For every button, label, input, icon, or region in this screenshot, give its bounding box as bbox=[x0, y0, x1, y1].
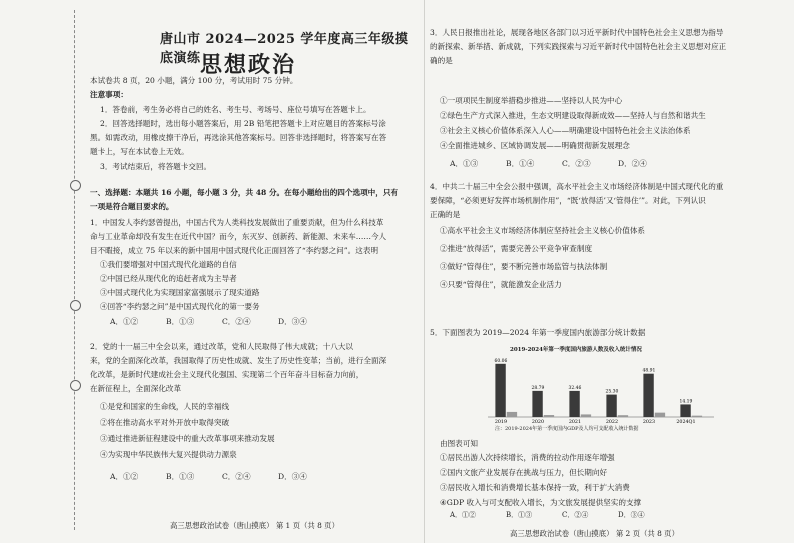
statement: ③做好“管得住”，要不断完善市场监管与执法体制 bbox=[440, 262, 608, 271]
bar bbox=[495, 364, 505, 417]
page-fold bbox=[424, 0, 425, 543]
x-tick-label: 2020 bbox=[531, 420, 545, 425]
binding-margin bbox=[52, 10, 82, 530]
bar bbox=[544, 415, 554, 417]
question-text: 1．中国发人李约瑟曾提出，中国古代为人类科技发展做出了重要贡献，但为什么科技革 bbox=[90, 218, 384, 227]
binding-hole bbox=[70, 380, 81, 391]
bar bbox=[692, 416, 702, 417]
statement: ①一项项民生制度举措稳步推进——坚持以人民为中心 bbox=[440, 96, 623, 105]
statement: ④只要“管得住”，就能激发企业活力 bbox=[440, 280, 562, 289]
choice-b: B．①③ bbox=[166, 472, 195, 481]
statement: ④全面推进城乡、区域协调发展——明确贯彻新发展理念 bbox=[440, 141, 630, 150]
choice-d: D．③④ bbox=[618, 511, 645, 519]
statement: ②绿色生产方式深入推进，生态文明建设取得新成效——坚持人与自然和谐共生 bbox=[440, 111, 706, 120]
data-label: 48.91 bbox=[642, 368, 656, 374]
data-label: 32.46 bbox=[568, 385, 582, 391]
bar bbox=[618, 415, 628, 417]
answer-choices bbox=[450, 510, 674, 520]
cut-line bbox=[74, 10, 75, 530]
question-text: 命与工业革命却没有发生在近代中国？而今，东灭岁、创新药、新能源、未来车……今人 bbox=[90, 232, 387, 241]
exam-title: 唐山市 2024—2025 学年度高三年级摸底演练 bbox=[160, 32, 409, 66]
data-label: 60.06 bbox=[494, 358, 508, 364]
bar bbox=[581, 414, 591, 417]
bar bbox=[569, 391, 579, 417]
question-text: 正确的是 bbox=[430, 210, 461, 219]
statement: ①是党和国家的生命线，人民的幸福线 bbox=[100, 402, 230, 411]
question-text: 5．下面图表为 2019—2024 年第一季度国内旅游部分统计数据 bbox=[430, 328, 646, 337]
x-tick-label: 2022 bbox=[605, 420, 619, 425]
data-label: 25.30 bbox=[605, 389, 619, 395]
bar bbox=[606, 395, 616, 417]
chart-title: 2019-2024年第一季度国内旅游人数及收入统计情况 bbox=[510, 347, 642, 353]
choice-d: D．③④ bbox=[278, 472, 307, 481]
binding-hole bbox=[70, 300, 81, 311]
statement: ③中国式现代化为实现国家富强展示了现实道路 bbox=[100, 288, 260, 297]
note-line: 3．考试结束后，将答题卡交回。 bbox=[100, 162, 212, 171]
choice-b: B．①③ bbox=[506, 511, 533, 519]
page-2 bbox=[430, 0, 780, 543]
x-tick-label: 2024Q1 bbox=[676, 420, 696, 425]
bar bbox=[507, 412, 517, 417]
statement: ①居民出游人次持续增长，消费的拉动作用逐年增强 bbox=[440, 453, 615, 462]
choice-b: B．①③ bbox=[166, 317, 195, 326]
question-text: 化改革，是新时代建成社会主义现代化强国、实现第二个百年奋斗目标奋力向前， bbox=[90, 370, 364, 379]
choice-c: C．②④ bbox=[222, 472, 251, 481]
question-text: 目不暇接，成立 75 年以来的新中国用中国式现代化正面回答了“李约瑟之问”。这表明 bbox=[90, 246, 379, 255]
statement: ②推进“放得活”，需要完善公平竞争审查制度 bbox=[440, 244, 593, 253]
choice-b: B．①④ bbox=[506, 159, 535, 168]
answer-choices bbox=[450, 158, 674, 169]
statement: ①高水平社会主义市场经济体制应坚持社会主义核心价值体系 bbox=[440, 226, 646, 235]
answer-choices bbox=[110, 316, 334, 327]
question-stem: 由图表可知 bbox=[440, 439, 478, 448]
note-line: 1．答卷前，考生务必将自己的姓名、考生号、考场号、座位号填写在答题卡上。 bbox=[100, 105, 371, 114]
statement: ④回答“李约瑟之问”是中国式现代化的第一要务 bbox=[100, 302, 260, 311]
page-footer: 高三思想政治试卷（唐山摸底） 第 2 页（共 8 页） bbox=[510, 529, 679, 538]
question-text: 要保障，“必须更好发挥市场机制作用”，“既‘放得活’又‘管得住’”。对此，下列认识 bbox=[430, 196, 706, 205]
tourism-chart bbox=[470, 345, 720, 435]
note-line: 2．回答选择题时，选出每小题答案后，用 2B 铅笔把答题卡上对应题目的答案标号涂 bbox=[100, 119, 386, 128]
subject-title: 思想政治 bbox=[200, 52, 297, 78]
choice-a: A．①③ bbox=[450, 159, 479, 168]
answer-choices bbox=[110, 471, 334, 482]
bar bbox=[643, 374, 653, 417]
binding-hole bbox=[70, 180, 81, 191]
statement: ③社会主义核心价值体系深入人心——明确建设中国特色社会主义法治体系 bbox=[440, 126, 691, 135]
statement: ④GDP 收入与可支配收入增长，为文旅发展提供坚实的支撑 bbox=[440, 498, 642, 507]
exam-info: 本试卷共 8 页，20 小题，满分 100 分，考试用时 75 分钟。 bbox=[90, 76, 298, 85]
x-tick-label: 2019 bbox=[494, 420, 508, 425]
page-footer: 高三思想政治试卷（唐山摸底） 第 1 页（共 8 页） bbox=[170, 521, 339, 530]
statement: ③通过推进新征程建设中的重大改革事项来推动发展 bbox=[100, 434, 275, 443]
question-text: 3．人民日报推出社论，展现各地区各部门以习近平新时代中国特色社会主义思想为指导 bbox=[430, 28, 724, 37]
statement: ④为实现中华民族伟大复兴提供动力源泉 bbox=[100, 450, 237, 459]
question-text: 2．党的十一届三中全会以来，通过改革，党和人民取得了伟大成就；十八大以 bbox=[90, 342, 354, 351]
choice-a: A．①② bbox=[450, 511, 477, 519]
choice-d: D．③④ bbox=[278, 317, 307, 326]
choice-c: C．②④ bbox=[562, 511, 589, 519]
choice-c: C．②③ bbox=[562, 159, 591, 168]
note-line: 黑。如需改动，用橡皮擦干净后，再选涂其他答案标号。回答非选择题时，将答案写在答 bbox=[90, 133, 387, 142]
choice-a: A．①② bbox=[110, 472, 139, 481]
data-label: 14.19 bbox=[679, 399, 693, 405]
choice-a: A．①② bbox=[110, 317, 139, 326]
note-line: 题卡上，写在本试卷上无效。 bbox=[90, 147, 189, 156]
choice-c: C．②④ bbox=[222, 317, 251, 326]
question-text: 4．中共二十届三中全会公报中强调，高水平社会主义市场经济体制是中国式现代化的重 bbox=[430, 182, 724, 191]
statement: ①我们要增强对中国式现代化道路的自信 bbox=[100, 260, 237, 269]
question-text: 确的是 bbox=[430, 56, 453, 65]
question-text: 来，党的全面深化改革，我国取得了历史性成就、发生了历史性变革；当前，进行全面深 bbox=[90, 356, 387, 365]
chart-caption: 注：2019-2024年第一季度国内GDP及人均可支配收入统计数据 bbox=[495, 426, 639, 432]
bar bbox=[532, 391, 542, 417]
notice-title: 注意事项： bbox=[90, 90, 128, 99]
section-heading: 一、选择题：本题共 16 小题，每小题 3 分，共 48 分。在每小题给出的四个选项中，只有 bbox=[90, 188, 399, 197]
bar bbox=[655, 413, 665, 417]
bar-chart bbox=[470, 345, 720, 425]
data-label: 28.79 bbox=[531, 385, 545, 391]
x-tick-label: 2021 bbox=[568, 420, 582, 425]
statement: ③居民收入增长和消费增长基本保持一致，利于扩大消费 bbox=[440, 483, 630, 492]
section-heading: 一项是符合题目要求的。 bbox=[90, 202, 174, 211]
statement: ②国内文旅产业发展存在挑战与压力，但长期向好 bbox=[440, 468, 608, 477]
x-tick-label: 2023 bbox=[642, 420, 656, 425]
page-1 bbox=[90, 0, 420, 543]
statement: ②中国已经从现代化的追赶者成为主导者 bbox=[100, 274, 237, 283]
question-text: 的新探索、新举措、新成就，下列实践探索与习近平新时代中国特色社会主义思想对应正 bbox=[430, 42, 727, 51]
question-text: 在新征程上，全面深化改革 bbox=[90, 384, 182, 393]
bar bbox=[680, 404, 690, 417]
statement: ②将在推动高水平对外开放中取得突破 bbox=[100, 418, 230, 427]
choice-d: D．②④ bbox=[618, 159, 647, 168]
